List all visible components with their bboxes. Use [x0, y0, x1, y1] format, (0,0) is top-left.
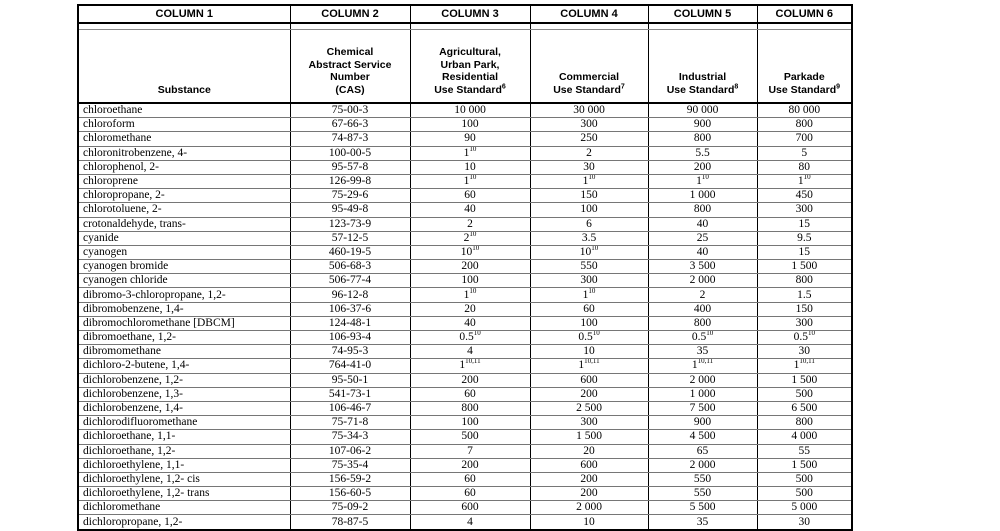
parkade-standard-cell: 800 — [757, 118, 852, 132]
commercial-standard-cell: 200 — [530, 487, 648, 501]
substance-cell: chloromethane — [78, 132, 290, 146]
table-row — [78, 487, 852, 501]
cas-cell: 156-59-2 — [290, 472, 410, 486]
industrial-standard-cell: 2 000 — [648, 373, 757, 387]
agricultural-standard-cell: $10^{10}$ — [410, 245, 530, 259]
cas-cell: 75-35-4 — [290, 458, 410, 472]
commercial-standard-cell: 60 — [530, 302, 648, 316]
industrial-standard-cell: 90 000 — [648, 103, 757, 118]
footnote-ref: 10,11 — [465, 358, 481, 366]
agricultural-standard-cell: 20 — [410, 302, 530, 316]
footnote-ref: 10 — [591, 245, 599, 253]
agricultural-standard-cell: 10 — [410, 160, 530, 174]
cas-cell: 57-12-5 — [290, 231, 410, 245]
commercial-standard-cell: 30 000 — [530, 103, 648, 118]
agricultural-standard-cell: 600 — [410, 501, 530, 515]
table-row — [78, 160, 852, 174]
industrial-standard-cell: 65 — [648, 444, 757, 458]
cas-cell: 75-09-2 — [290, 501, 410, 515]
industrial-standard-cell: 25 — [648, 231, 757, 245]
cas-cell: 506-68-3 — [290, 260, 410, 274]
industrial-standard-cell: 7 500 — [648, 401, 757, 415]
agricultural-standard-cell: 4 — [410, 515, 530, 530]
agricultural-standard-cell: 60 — [410, 472, 530, 486]
commercial-standard-cell: 1$^{10,11}$ — [530, 359, 648, 373]
industrial-standard-cell: $1^{10}$ — [648, 174, 757, 188]
industrial-standard-cell: 1 000 — [648, 189, 757, 203]
agricultural-standard-cell: 10 000 — [410, 103, 530, 118]
substance-cell: chlorotoluene, 2- — [78, 203, 290, 217]
substance-cell: chloroprene — [78, 174, 290, 188]
substance-cell: cyanide — [78, 231, 290, 245]
table-row — [78, 189, 852, 203]
footnote-ref: 10,11 — [799, 358, 815, 366]
column-header-2: COLUMN 2 — [290, 5, 410, 23]
commercial-standard-cell: 550 — [530, 260, 648, 274]
commercial-standard-cell: $1^{10}$ — [530, 174, 648, 188]
substance-cell: dichloroethane, 1,1- — [78, 430, 290, 444]
cas-cell: 75-00-3 — [290, 103, 410, 118]
sub-header-parkade-use-standard: Parkade Use Standard$^9$ — [757, 30, 852, 104]
footnote-ref: 10 — [803, 174, 811, 182]
industrial-standard-cell: 550 — [648, 472, 757, 486]
commercial-standard-cell: 600 — [530, 458, 648, 472]
sub-header-substance: Substance — [78, 30, 290, 104]
parkade-standard-cell: 800 — [757, 274, 852, 288]
parkade-standard-cell: 500 — [757, 472, 852, 486]
agricultural-standard-cell: 200 — [410, 260, 530, 274]
parkade-standard-cell: 15 — [757, 245, 852, 259]
industrial-standard-cell: 2 000 — [648, 274, 757, 288]
parkade-standard-cell: 800 — [757, 416, 852, 430]
parkade-standard-cell: 15 — [757, 217, 852, 231]
commercial-standard-cell: 300 — [530, 274, 648, 288]
substance-cell: dichloromethane — [78, 501, 290, 515]
agricultural-standard-cell: 100 — [410, 416, 530, 430]
footnote-ref: 10 — [469, 231, 477, 238]
agricultural-standard-cell: 40 — [410, 203, 530, 217]
industrial-standard-cell: 800 — [648, 316, 757, 330]
footnote-ref: 10 — [588, 174, 596, 182]
parkade-standard-cell: $1^{10}$ — [757, 174, 852, 188]
agricultural-standard-cell: $1^{10}$ — [410, 146, 530, 160]
parkade-standard-cell: 55 — [757, 444, 852, 458]
parkade-standard-cell: 1$^{10,11}$ — [757, 359, 852, 373]
cas-cell: 95-49-8 — [290, 203, 410, 217]
agricultural-standard-cell: 200 — [410, 458, 530, 472]
cas-cell: 96-12-8 — [290, 288, 410, 302]
commercial-standard-cell: 300 — [530, 118, 648, 132]
footnote-ref: 10 — [588, 287, 596, 295]
table-row — [78, 288, 852, 302]
substance-cell: cyanogen — [78, 245, 290, 259]
footnote-ref: 8 — [734, 83, 739, 90]
substance-cell: dichloropropane, 1,2- — [78, 515, 290, 530]
parkade-standard-cell: 30 — [757, 515, 852, 530]
table-row — [78, 501, 852, 515]
parkade-standard-cell: 5 — [757, 146, 852, 160]
agricultural-standard-cell: 100 — [410, 118, 530, 132]
parkade-standard-cell: 9.5 — [757, 231, 852, 245]
table-row — [78, 345, 852, 359]
parkade-standard-cell: 1 500 — [757, 260, 852, 274]
cas-cell: 124-48-1 — [290, 316, 410, 330]
agricultural-standard-cell: 500 — [410, 430, 530, 444]
substance-cell: dichlorobenzene, 1,2- — [78, 373, 290, 387]
cas-cell: 764-41-0 — [290, 359, 410, 373]
industrial-standard-cell: 3 500 — [648, 260, 757, 274]
table-row — [78, 472, 852, 486]
parkade-standard-cell: 5 000 — [757, 501, 852, 515]
table-row — [78, 231, 852, 245]
commercial-standard-cell: 600 — [530, 373, 648, 387]
table-row — [78, 217, 852, 231]
table-row — [78, 331, 852, 345]
table-row — [78, 146, 852, 160]
column-header-3: COLUMN 3 — [410, 5, 530, 23]
industrial-standard-cell: 200 — [648, 160, 757, 174]
agricultural-standard-cell: 800 — [410, 401, 530, 415]
footnote-ref: 10 — [472, 245, 480, 253]
cas-cell: 106-46-7 — [290, 401, 410, 415]
substance-cell: dibromobenzene, 1,4- — [78, 302, 290, 316]
substance-cell: dibromo-3-chloropropane, 1,2- — [78, 288, 290, 302]
sub-header-commercial-use-standard: Commercial Use Standard$^7$ — [530, 30, 648, 104]
commercial-standard-cell: 6 — [530, 217, 648, 231]
table-row — [78, 174, 852, 188]
substance-cell: cyanogen bromide — [78, 260, 290, 274]
substance-cell: dibromomethane — [78, 345, 290, 359]
cas-cell: 126-99-8 — [290, 174, 410, 188]
industrial-standard-cell: 5 500 — [648, 501, 757, 515]
cas-cell: 106-37-6 — [290, 302, 410, 316]
substance-cell: dichlorodifluoromethane — [78, 416, 290, 430]
parkade-standard-cell: 4 000 — [757, 430, 852, 444]
agricultural-standard-cell: 100 — [410, 274, 530, 288]
industrial-standard-cell: 5.5 — [648, 146, 757, 160]
substance-cell: dichlorobenzene, 1,3- — [78, 387, 290, 401]
table-row — [78, 203, 852, 217]
table-row — [78, 387, 852, 401]
column-header-4: COLUMN 4 — [530, 5, 648, 23]
footnote-ref: 9 — [836, 83, 841, 90]
sub-header-industrial-use-standard: Industrial Use Standard$^8$ — [648, 30, 757, 104]
parkade-standard-cell: 80 000 — [757, 103, 852, 118]
agricultural-standard-cell: $1^{10}$ — [410, 288, 530, 302]
commercial-standard-cell: 2 500 — [530, 401, 648, 415]
table-row — [78, 132, 852, 146]
commercial-standard-cell: $0.5^{10}$ — [530, 331, 648, 345]
table-row — [78, 302, 852, 316]
table-row — [78, 316, 852, 330]
table-row — [78, 260, 852, 274]
substance-cell: dichloro-2-butene, 1,4- — [78, 359, 290, 373]
cas-cell: 75-29-6 — [290, 189, 410, 203]
column-header-6: COLUMN 6 — [757, 5, 852, 23]
industrial-standard-cell: $0.5^{10}$ — [648, 331, 757, 345]
commercial-standard-cell: 2 000 — [530, 501, 648, 515]
industrial-standard-cell: 35 — [648, 345, 757, 359]
footnote-ref: 10 — [473, 330, 481, 338]
cas-cell: 123-73-9 — [290, 217, 410, 231]
substance-cell: crotonaldehyde, trans- — [78, 217, 290, 231]
sub-header-cas-number: Chemical Abstract Service Number (CAS) — [290, 30, 410, 104]
parkade-standard-cell: 1 500 — [757, 373, 852, 387]
cas-cell: 95-57-8 — [290, 160, 410, 174]
table-row — [78, 103, 852, 118]
commercial-standard-cell: 10 — [530, 345, 648, 359]
cas-cell: 74-87-3 — [290, 132, 410, 146]
sub-header-agricultural-use-standard: Agricultural, Urban Park, Residential Use Standard$^6$ — [410, 30, 530, 104]
cas-cell: 74-95-3 — [290, 345, 410, 359]
industrial-standard-cell: 800 — [648, 132, 757, 146]
footnote-ref: 10 — [807, 330, 815, 338]
cas-cell: 106-93-4 — [290, 331, 410, 345]
parkade-standard-cell: 300 — [757, 203, 852, 217]
cas-cell: 541-73-1 — [290, 387, 410, 401]
industrial-standard-cell: 900 — [648, 416, 757, 430]
commercial-standard-cell: 300 — [530, 416, 648, 430]
table-row — [78, 416, 852, 430]
table-row — [78, 274, 852, 288]
table-row — [78, 458, 852, 472]
agricultural-standard-cell: 60 — [410, 487, 530, 501]
agricultural-standard-cell: $1^{10}$ — [410, 174, 530, 188]
substance-cell: cyanogen chloride — [78, 274, 290, 288]
cas-cell: 95-50-1 — [290, 373, 410, 387]
parkade-standard-cell: 150 — [757, 302, 852, 316]
column-header-5: COLUMN 5 — [648, 5, 757, 23]
parkade-standard-cell: 500 — [757, 387, 852, 401]
industrial-standard-cell: 4 500 — [648, 430, 757, 444]
footnote-ref: 10 — [469, 287, 477, 295]
parkade-standard-cell: 30 — [757, 345, 852, 359]
column-header-1: COLUMN 1 — [78, 5, 290, 23]
commercial-standard-cell: 20 — [530, 444, 648, 458]
commercial-standard-cell: 150 — [530, 189, 648, 203]
commercial-standard-cell: 3.5 — [530, 231, 648, 245]
agricultural-standard-cell: 60 — [410, 387, 530, 401]
cas-cell: 506-77-4 — [290, 274, 410, 288]
substance-cell: chloroform — [78, 118, 290, 132]
footnote-ref: 10 — [706, 330, 714, 338]
substance-cell: dichloroethylene, 1,2- trans — [78, 487, 290, 501]
standards-table — [77, 4, 853, 531]
substance-cell: chloronitrobenzene, 4- — [78, 146, 290, 160]
cas-cell: 107-06-2 — [290, 444, 410, 458]
commercial-standard-cell: 10 — [530, 515, 648, 530]
substance-cell: dichlorobenzene, 1,4- — [78, 401, 290, 415]
commercial-standard-cell: 30 — [530, 160, 648, 174]
commercial-standard-cell: $10^{10}$ — [530, 245, 648, 259]
substance-cell: chloropropane, 2- — [78, 189, 290, 203]
substance-cell: chloroethane — [78, 103, 290, 118]
industrial-standard-cell: 35 — [648, 515, 757, 530]
commercial-standard-cell: 1 500 — [530, 430, 648, 444]
substance-cell: dichloroethylene, 1,1- — [78, 458, 290, 472]
industrial-standard-cell: 400 — [648, 302, 757, 316]
commercial-standard-cell: $1^{10}$ — [530, 288, 648, 302]
footnote-ref: 10,11 — [697, 358, 714, 366]
industrial-standard-cell: 550 — [648, 487, 757, 501]
industrial-standard-cell: 900 — [648, 118, 757, 132]
parkade-standard-cell: 80 — [757, 160, 852, 174]
table-row — [78, 245, 852, 259]
table-row — [78, 430, 852, 444]
cas-cell: 460-19-5 — [290, 245, 410, 259]
table-body — [78, 103, 852, 530]
industrial-standard-cell: 40 — [648, 245, 757, 259]
agricultural-standard-cell: 60 — [410, 189, 530, 203]
parkade-standard-cell: $0.5^{10}$ — [757, 331, 852, 345]
commercial-standard-cell: 100 — [530, 316, 648, 330]
commercial-standard-cell: 200 — [530, 387, 648, 401]
parkade-standard-cell: 1.5 — [757, 288, 852, 302]
parkade-standard-cell: 300 — [757, 316, 852, 330]
footnote-ref: 10 — [701, 174, 709, 182]
column-header-row — [78, 5, 852, 23]
industrial-standard-cell: 800 — [648, 203, 757, 217]
industrial-standard-cell: 40 — [648, 217, 757, 231]
substance-cell: dichloroethane, 1,2- — [78, 444, 290, 458]
agricultural-standard-cell: 200 — [410, 373, 530, 387]
sub-header-row — [78, 30, 852, 104]
agricultural-standard-cell: $2^{10}$ — [410, 231, 530, 245]
table-row — [78, 444, 852, 458]
commercial-standard-cell: 200 — [530, 472, 648, 486]
substance-cell: dibromochloromethane [DBCM] — [78, 316, 290, 330]
cas-cell: 156-60-5 — [290, 487, 410, 501]
parkade-standard-cell: 6 500 — [757, 401, 852, 415]
footnote-ref: 10 — [469, 174, 477, 182]
agricultural-standard-cell: 40 — [410, 316, 530, 330]
industrial-standard-cell: 1$^{10,11}$ — [648, 359, 757, 373]
agricultural-standard-cell: 90 — [410, 132, 530, 146]
footnote-ref: 10,11 — [584, 358, 600, 366]
cas-cell: 67-66-3 — [290, 118, 410, 132]
agricultural-standard-cell: $0.5^{10}$ — [410, 331, 530, 345]
industrial-standard-cell: 1 000 — [648, 387, 757, 401]
industrial-standard-cell: 2 — [648, 288, 757, 302]
agricultural-standard-cell: 4 — [410, 345, 530, 359]
cas-cell: 75-34-3 — [290, 430, 410, 444]
table-row — [78, 359, 852, 373]
table-row — [78, 515, 852, 530]
parkade-standard-cell: 700 — [757, 132, 852, 146]
parkade-standard-cell: 450 — [757, 189, 852, 203]
commercial-standard-cell: 2 — [530, 146, 648, 160]
cas-cell: 78-87-5 — [290, 515, 410, 530]
footnote-ref: 10 — [592, 330, 600, 338]
footnote-ref: 6 — [501, 83, 506, 90]
industrial-standard-cell: 2 000 — [648, 458, 757, 472]
agricultural-standard-cell: 7 — [410, 444, 530, 458]
cas-cell: 75-71-8 — [290, 416, 410, 430]
footnote-ref: 7 — [620, 83, 625, 90]
parkade-standard-cell: 500 — [757, 487, 852, 501]
cas-cell: 100-00-5 — [290, 146, 410, 160]
table-row — [78, 118, 852, 132]
table-row — [78, 401, 852, 415]
agricultural-standard-cell: 1$^{10,11}$ — [410, 359, 530, 373]
substance-cell: dibromoethane, 1,2- — [78, 331, 290, 345]
table-row — [78, 373, 852, 387]
substance-cell: chlorophenol, 2- — [78, 160, 290, 174]
footnote-ref: 10 — [469, 146, 477, 153]
parkade-standard-cell: 1 500 — [757, 458, 852, 472]
agricultural-standard-cell: 2 — [410, 217, 530, 231]
commercial-standard-cell: 100 — [530, 203, 648, 217]
commercial-standard-cell: 250 — [530, 132, 648, 146]
substance-cell: dichloroethylene, 1,2- cis — [78, 472, 290, 486]
